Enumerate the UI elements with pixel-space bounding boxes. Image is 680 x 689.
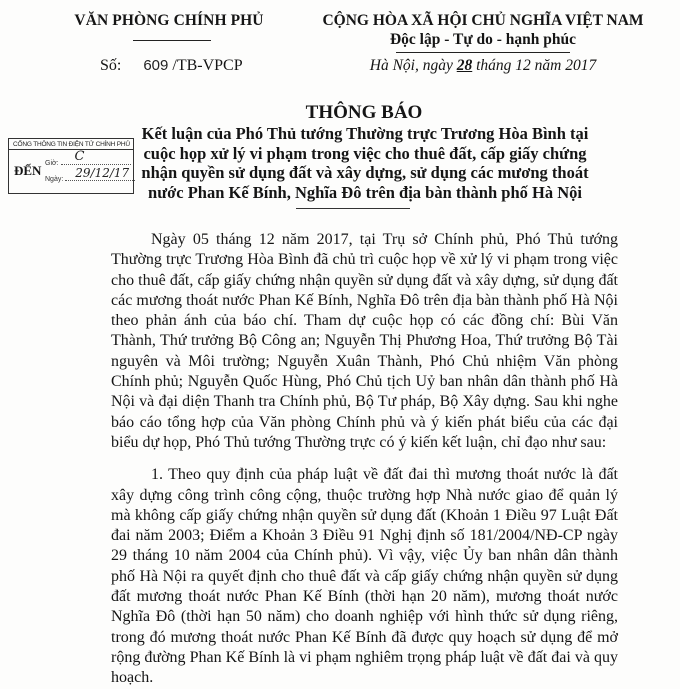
- place-date: [318, 57, 648, 75]
- agency-divider: [133, 40, 211, 41]
- document-subject: Kết luận của Phó Thủ tướng Thường trực Trương Hòa Bình tại cuộc họp xử lý vi phạm trong việc cho thuê đất, cấp giấy chứng nhận quyền sử dụng đất và xây dựng, sử dụng các mương thoát nước Phan Kế Bính, Nghĩa Đô trên địa bàn thành phố Hà Nội: [141, 124, 589, 202]
- document-number-value: 609: [143, 57, 169, 74]
- stamp-header: CỔNG THÔNG TIN ĐIỆN TỬ CHÍNH PHỦ: [9, 139, 133, 150]
- issuing-agency: VĂN PHÒNG CHÍNH PHỦ: [74, 12, 264, 29]
- stamp-time-label: Giờ:: [45, 160, 59, 167]
- document-number-label: Số:: [100, 57, 122, 74]
- document-number-suffix: /TB-VPCP: [172, 57, 243, 74]
- document-title: THÔNG BÁO: [305, 102, 423, 123]
- date-suffix: tháng 12 năm 2017: [472, 57, 597, 74]
- country-name: CỘNG HÒA XÃ HỘI CHỦ NGHĨA VIỆT NAM: [322, 12, 644, 29]
- stamp-date-row: [45, 166, 135, 183]
- subject-divider: [296, 208, 410, 209]
- body-paragraph: Ngày 05 tháng 12 năm 2017, tại Trụ sở Chính phủ, Phó Thủ tướng Thường trực Trương Hòa Bình đã chủ trì cuộc họp về xử lý vi phạm trong việc cho thuê đất, cấp giấy chứng nhận quyền sử dụng đất và xây dựng, sử dụng đất các mương thoát nước Phan Kế Bính, Nghĩa Đô trên địa bàn thành phố Hà Nội theo phản ánh của báo chí. Tham dự cuộc họp có các đồng chí: Bùi Văn Thành, Thứ trưởng Bộ Công an; Nguyễn Thị Phương Hoa, Thứ trưởng Bộ Tài nguyên và Môi trường; Nguyễn Xuân Thành, Phó Chủ nhiệm Văn phòng Chính phủ; Nguyễn Quốc Hùng, Phó Chủ tịch Uỷ ban nhân dân thành phố Hà Nội và đại diện Thanh tra Chính phủ, Bộ Tư pháp, Bộ Xây dựng. Sau khi nghe báo cáo tổng hợp của Văn phòng Chính phủ và ý kiến phát biểu của các đại biểu dự họp, Phó Thủ tướng Thường trực có ý kiến kết luận, chỉ đạo như sau:: [111, 231, 618, 451]
- stamp-den-label: ĐẾN: [14, 163, 42, 178]
- stamp-date-value: 29/12/17: [75, 166, 130, 180]
- date-day: 28: [456, 57, 473, 74]
- received-stamp: [8, 138, 134, 194]
- document-number: [100, 57, 243, 75]
- national-motto: Độc lập - Tự do - hạnh phúc: [389, 31, 577, 48]
- date-prefix: Hà Nội, ngày: [369, 57, 457, 74]
- stamp-date-label: Ngày:: [45, 176, 64, 183]
- stamp-time-value: C: [74, 149, 85, 164]
- body-paragraph: 1. Theo quy định của pháp luật về đất đai thì mương thoát nước là đất xây dựng công trình công cộng, thuộc trường hợp Nhà nước giao để quản lý mà không cấp giấy chứng nhận quyền sử dụng đất (Khoản 1 Điều 97 Luật Đất đai năm 2003; Điểm a Khoản 3 Điều 91 Nghị định số 181/2004/NĐ-CP ngày 29 tháng 10 năm 2004 của Chính phủ). Vì vậy, việc Ủy ban nhân dân thành phố Hà Nội ra quyết định cho thuê đất và cấp giấy chứng nhận quyền sử dụng đất mương thoát nước Phan Kế Bính (thời hạn 20 năm), mương thoát nước Nghĩa Đô (thời hạn 50 năm) cho doanh nghiệp với hình thức sử dụng riêng, trong đó mương thoát nước Phan Kế Bính đã được quy hoạch sử dụng để mở rộng đường Phan Kế Bính là vi phạm nghiêm trọng pháp luật về đất đai và quy hoạch.: [111, 466, 618, 687]
- document-body: [111, 230, 618, 689]
- motto-divider: [396, 52, 570, 53]
